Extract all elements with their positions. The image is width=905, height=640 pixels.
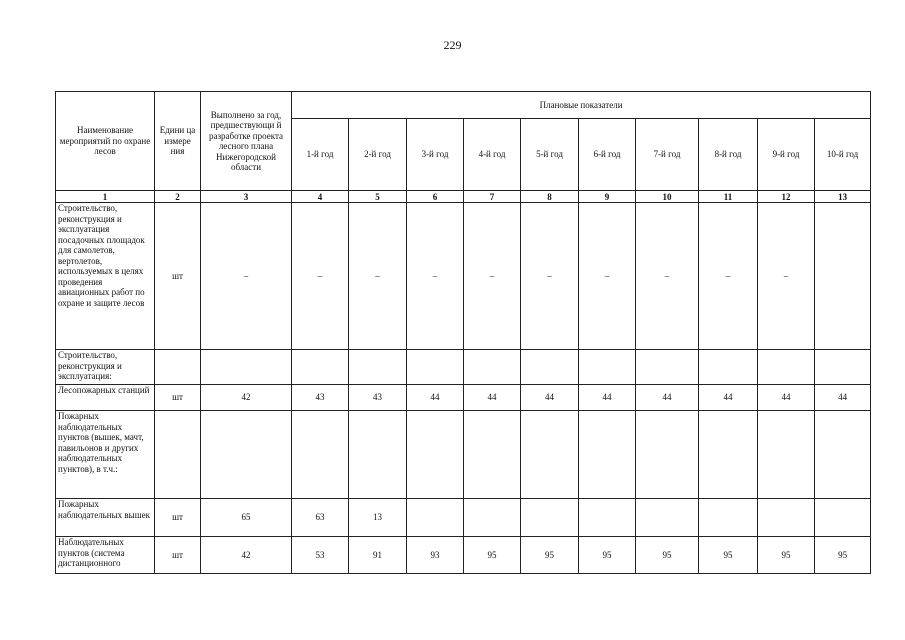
row-value (758, 411, 815, 499)
row-value: 44 (699, 385, 758, 411)
row-value (579, 350, 636, 385)
column-index: 4 (292, 191, 349, 203)
row-value: 44 (407, 385, 464, 411)
row-value (815, 499, 871, 537)
row-value (464, 350, 521, 385)
row-value (815, 411, 871, 499)
row-value: 44 (636, 385, 699, 411)
row-value (292, 350, 349, 385)
column-index: 6 (407, 191, 464, 203)
row-value (349, 350, 407, 385)
row-value (464, 499, 521, 537)
row-value: 95 (521, 537, 579, 574)
table-row (56, 411, 871, 499)
row-value (349, 411, 407, 499)
row-value (636, 411, 699, 499)
row-value (699, 499, 758, 537)
row-value (464, 411, 521, 499)
row-value (815, 203, 871, 350)
row-unit: шт (155, 385, 201, 411)
header-name: Наименование мероприятий по охране лесов (56, 92, 155, 191)
header-done: Выполнено за год, предшествующи й разработке проекта лесного плана Нижегородской области (201, 92, 292, 191)
row-value (521, 499, 579, 537)
row-value (521, 411, 579, 499)
row-unit (155, 411, 201, 499)
column-index: 2 (155, 191, 201, 203)
table-row (56, 385, 871, 411)
row-value (579, 499, 636, 537)
row-value: – (636, 203, 699, 350)
row-value: 63 (292, 499, 349, 537)
row-value: – (407, 203, 464, 350)
header-year: 5-й год (521, 119, 579, 191)
row-unit: шт (155, 203, 201, 350)
row-value: – (579, 203, 636, 350)
table-row (56, 499, 871, 537)
row-value: 43 (292, 385, 349, 411)
row-value (407, 350, 464, 385)
row-value: 91 (349, 537, 407, 574)
header-year: 1-й год (292, 119, 349, 191)
table-row (56, 537, 871, 574)
row-value: – (758, 203, 815, 350)
page-number: 229 (443, 38, 462, 52)
header-year: 10-й год (815, 119, 871, 191)
row-name: Пожарных наблюдательных вышек (56, 499, 155, 537)
row-value: 13 (349, 499, 407, 537)
row-value (407, 411, 464, 499)
row-done: 42 (201, 537, 292, 574)
header-year: 9-й год (758, 119, 815, 191)
header-year: 4-й год (464, 119, 521, 191)
table-row (56, 350, 871, 385)
row-value (636, 499, 699, 537)
row-value (758, 499, 815, 537)
table-row (56, 203, 871, 350)
column-index: 8 (521, 191, 579, 203)
row-value (699, 411, 758, 499)
column-index: 3 (201, 191, 292, 203)
row-value (758, 350, 815, 385)
row-value (579, 411, 636, 499)
row-value: 95 (758, 537, 815, 574)
forest-protection-table (55, 91, 871, 574)
row-value: 44 (521, 385, 579, 411)
header-unit: Едини ца измере ния (155, 92, 201, 191)
row-value (815, 350, 871, 385)
header-year: 7-й год (636, 119, 699, 191)
row-value (407, 499, 464, 537)
row-value: – (349, 203, 407, 350)
row-value: 44 (815, 385, 871, 411)
row-value (292, 411, 349, 499)
column-index: 10 (636, 191, 699, 203)
row-done (201, 411, 292, 499)
column-index: 11 (699, 191, 758, 203)
column-index: 13 (815, 191, 871, 203)
row-done (201, 350, 292, 385)
row-value: – (464, 203, 521, 350)
row-name: Строительство, реконструкция и эксплуатация: (56, 350, 155, 385)
row-name: Строительство, реконструкция и эксплуатация посадочных площадок для самолетов, вертолетов, используемых в целях проведения авиационных работ по охране и защите лесов (56, 203, 155, 350)
header-year: 8-й год (699, 119, 758, 191)
row-name: Наблюдательных пунктов (система дистанционного (56, 537, 155, 574)
row-value: – (521, 203, 579, 350)
column-index: 9 (579, 191, 636, 203)
row-value: 95 (699, 537, 758, 574)
row-done: – (201, 203, 292, 350)
header-year: 6-й год (579, 119, 636, 191)
row-value (636, 350, 699, 385)
row-value: 44 (464, 385, 521, 411)
row-value (699, 350, 758, 385)
row-value: 93 (407, 537, 464, 574)
column-index: 12 (758, 191, 815, 203)
row-value: 95 (815, 537, 871, 574)
header-year: 2-й год (349, 119, 407, 191)
row-unit (155, 350, 201, 385)
column-index: 1 (56, 191, 155, 203)
row-value: 44 (758, 385, 815, 411)
row-value: 95 (636, 537, 699, 574)
row-value: 95 (464, 537, 521, 574)
row-value: – (699, 203, 758, 350)
row-done: 42 (201, 385, 292, 411)
header-planned: Плановые показатели (292, 92, 871, 119)
header-year: 3-й год (407, 119, 464, 191)
row-unit: шт (155, 499, 201, 537)
column-index-row (56, 191, 871, 203)
column-index: 5 (349, 191, 407, 203)
row-name: Пожарных наблюдательных пунктов (вышек, мачт, павильонов и других наблюдательных пунктов), в т.ч.: (56, 411, 155, 499)
row-value: 95 (579, 537, 636, 574)
row-value: 44 (579, 385, 636, 411)
column-index: 7 (464, 191, 521, 203)
row-value: 53 (292, 537, 349, 574)
row-unit: шт (155, 537, 201, 574)
row-value: – (292, 203, 349, 350)
row-value (521, 350, 579, 385)
row-value: 43 (349, 385, 407, 411)
row-name: Лесопожарных станций (56, 385, 155, 411)
row-done: 65 (201, 499, 292, 537)
